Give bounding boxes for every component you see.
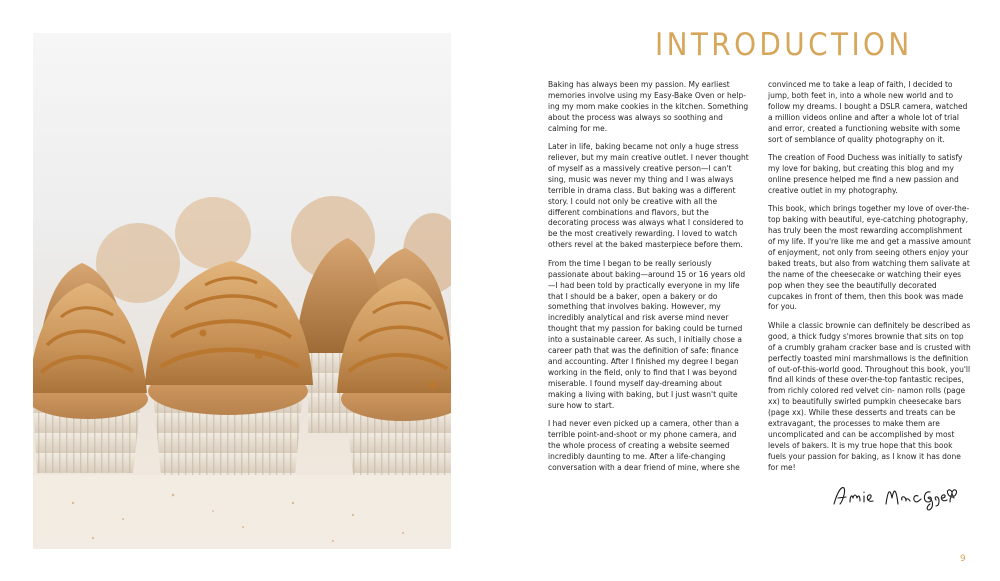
author-signature <box>830 480 960 512</box>
text-column-left <box>548 80 751 481</box>
paragraph: Later in life, baking became not only a huge stress reliever, but my main creative outlet. I never thought of myself as a massively creative person—I can't sing, music was never my thing and I was always terrible in drama class. But baking was a different story. I could not only be creative with all the different combinations and flavors, but the decorating process was always what I considered to be the most creatively rewarding. I loved to watch others revel at the baked masterpiece before them. <box>548 142 749 250</box>
paragraph: From the time I began to be really seriously passionate about baking—around 15 or 16 years old—I had been told by practically everyone in my life that I should be a baker, open a bakery or do something that involves baking. However, my incredibly analytical and risk averse mind never thought that my passion for baking could be turned into a sustainable career. As such, I initially chose a career path that was the definition of safe: finance and accounting. After I finished my degree I began working in the field, only to find that I was beyond miserable. I found myself day-dreaming about making a living with baking, but I just wasn't quite sure how to start. <box>548 258 746 410</box>
paragraph: This book, which brings together my love of over-the- top baking with beautiful, eye-catching photography, has truly been the most rewarding accomplishment of my life. If you're like me and get a massive amount of enjoyment, not only from seeing others enjoy your baked treats, but also from watching them salivate at the name of the cheesecake or watching their eyes pop when they see the beautifully decorated cupcakes in front of them, then this book was made for you. <box>768 204 971 312</box>
page-title: INTRODUCTION <box>655 27 913 63</box>
paragraph: While a classic brownie can definitely be described as good, a thick fudgy s'mores brownie that sits on top of a crumbly graham cracker base and is crusted with perfectly toasted mini marshmallows is the definition of out-of-this-world good. Throughout this book, you'll find all kinds of these over-the-top fantastic recipes, from richly colored red velvet cin- namon rolls (page xx) to beautifully swirled pumpkin cheesecake bars (page xx). While these desserts and treats can be extravagant, the processes to make them are uncomplicated and can be accomplished by most levels of bakers. It is my true hope that this book fuels your passion for baking, as I know it has done for me! <box>768 320 971 472</box>
paragraph: Baking has always been my passion. My earliest memories involve using my Easy-Bake Oven or help- ing my mom make cookies in the kitchen. Something about the process was always so soothing and calming for me. <box>548 80 749 133</box>
page-number: 9 <box>960 554 966 564</box>
paragraph: I had never even picked up a camera, other than a terrible point-and-shoot or my phone camera, and the whole process of creating a website seemed incredibly daunting to me. After a life-changing conversation with a dear friend of mine, where she <box>548 419 740 472</box>
cupcakes-photo <box>33 33 451 549</box>
text-column-right <box>768 80 971 481</box>
paragraph: convinced me to take a leap of faith, I decided to jump, both feet in, into a whole new world and to follow my dreams. I bought a DSLR camera, watched a million videos online and after a whole lot of trial and error, created a functioning website with some sort of semblance of quality photography on it. <box>768 80 968 144</box>
paragraph: The creation of Food Duchess was initially to satisfy my love for baking, but creating this blog and my online presence helped me find a new passion and creative outlet in my photography. <box>768 153 963 195</box>
